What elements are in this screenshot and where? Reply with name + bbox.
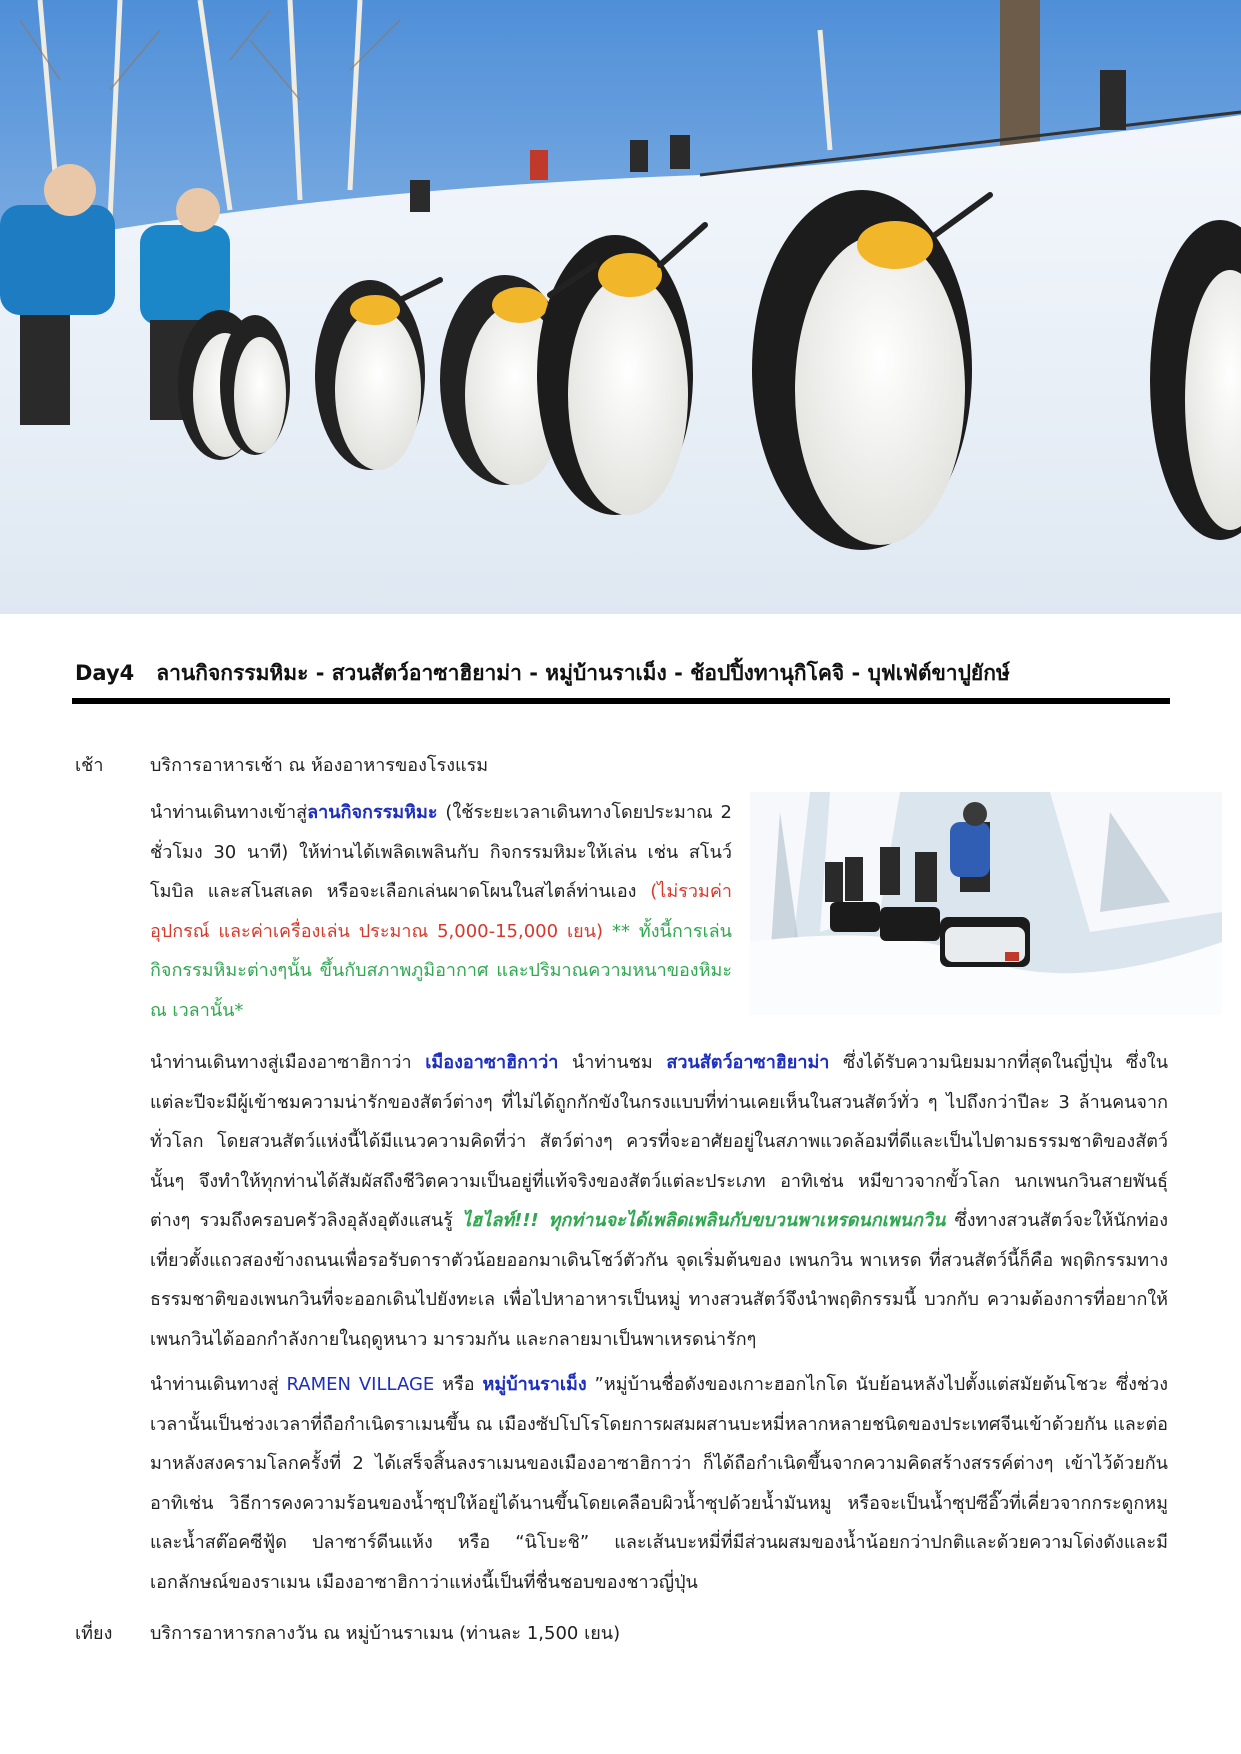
ramen-intro: นำท่านเดินทางสู่ — [150, 1374, 287, 1395]
ramen-name-th: หมู่บ้านราเม็ง — [482, 1374, 587, 1395]
snowmobile-image — [750, 792, 1222, 1015]
zoo-highlight: ไฮไลท์!!! ทุกท่านจะได้เพลิดเพลินกับขบวนพาเหรดนกเพนกวิน — [462, 1210, 946, 1231]
hero-penguin-image — [0, 0, 1241, 614]
ramen-paragraph — [150, 1365, 1168, 1602]
lunch-label: เที่ยง — [75, 1623, 113, 1644]
day-heading — [75, 657, 1170, 690]
snow-body: (ใช้ระยะเวลาเดินทางโดยประมาณ 2 ชั่วโมง 30 นาที) ให้ท่านได้เพลิดเพลินกับ กิจกรรมหิมะให้เล่น เช่น สโนว์โมบิล และสโนสเลด หรือจะเลือกเล่นผาดโผนในสไตล์ท่านเอง — [150, 802, 732, 902]
zoo-body2: ซึ่งทางสวนสัตว์จะให้นักท่องเที่ยวตั้งแถวสองข้างถนนเพื่อรอรับดาราตัวน้อยออกมาเดินโชว์ตัวกัน จุดเริ่มต้นของ เพนกวิน พาเหรด ที่สวนสัตว์นี้ก็คือ พฤติกรรมทางธรรมชาติของเพนกวินที่จะออกเดินไปยังทะเล เพื่อไปหาอาหารเป็นหมู่ ทางสวนสัตว์จึงนำพฤติกรรมนี้ บวกกับ ความต้องการที่อยากให้เพนกวินได้ออกกำลังกายในฤดูหนาว มารวมกัน และกลายมาเป็นพาเหรดน่ารักๆ — [150, 1210, 1168, 1350]
snow-intro: นำท่านเดินทางเข้าสู่ — [150, 802, 308, 823]
day-title: ลานกิจกรรมหิมะ - สวนสัตว์อาซาฮิยาม่า - หมู่บ้านราเม็ง - ช้อปปิ้งทานุกิโคจิ - บุฟเฟ่ต์ขาปูยักษ์ — [156, 661, 1010, 685]
breakfast-label: เช้า — [75, 755, 104, 776]
lunch-text: บริการอาหารกลางวัน ณ หมู่บ้านราเมน (ท่านละ 1,500 เยน) — [150, 1623, 621, 1644]
zoo-name: สวนสัตว์อาซาฮิยาม่า — [666, 1052, 830, 1073]
ramen-name-en: RAMEN VILLAGE — [286, 1374, 435, 1395]
snow-condition-note: ** ทั้งนี้การเล่นกิจกรรมหิมะต่างๆนั้น ขึ้นกับสภาพภูมิอากาศ และปริมาณความหนาของหิมะ ณ เวลานั้น* — [150, 920, 732, 1021]
zoo-intro: นำท่านเดินทางสู่เมืองอาซาฮิกาว่า — [150, 1052, 426, 1073]
ramen-body: ”หมู่บ้านชื่อดังของเกาะฮอกไกโด นับย้อนหลังไปตั้งแต่สมัยต้นโชวะ ซึ่งช่วงเวลานั้นเป็นช่วงเวลาที่ถือกำเนิดราเมนขึ้น ณ เมืองซัปโปโรโดยการผสมผสานบะหมี่หลากหลายชนิดของประเทศจีนเข้าด้วยกัน และต่อมาหลังสงครามโลกครั้งที่ 2 ได้เสร็จสิ้นลงราเมนของเมืองอาซาฮิกาว่า ก็ได้ถือกำเนิดขึ้นจากความคิดสร้างสรรค์ต่างๆ เข้าไว้ด้วยกัน อาทิเช่น วิธีการคงความร้อนของน้ำซุปให้อยู่ได้นานขึ้นโดยเคลือบผิวน้ำซุปด้วยน้ำมันหมู หรือจะเป็นน้ำซุปซีอิ๊วที่เคี่ยวจากกระดูกหมูและน้ำสต๊อคซีฟู้ด ปลาซาร์ดีนแห้ง หรือ “นิโบะชิ” และเส้นบะหมี่ที่มีส่วนผสมของน้ำน้อยกว่าปกติและด้วยความโด่งดังและมีเอกลักษณ์ของราเมน เมืองอาซาฮิกาว่าแห่งนี้เป็นที่ชื่นชอบของชาวญี่ปุ่น — [150, 1374, 1168, 1593]
heading-divider — [72, 698, 1170, 704]
breakfast-text: บริการอาหารเช้า ณ ห้องอาหารของโรงแรม — [150, 755, 489, 776]
zoo-paragraph — [150, 1043, 1168, 1359]
ramen-or: หรือ — [434, 1374, 483, 1395]
snowmobile-photo-icon — [750, 792, 1222, 1015]
snow-price-note: (ไม่รวมค่าอุปกรณ์ และค่าเครื่องเล่น ประมาณ 5,000-15,000 เยน) — [150, 881, 732, 942]
zoo-city-name: เมืองอาซาฮิกาว่า — [425, 1052, 559, 1073]
zoo-body: ซึ่งได้รับความนิยมมากที่สุดในญี่ปุ่น ซึ่งในแต่ละปีจะมีผู้เข้าชมความน่ารักของสัตว์ต่างๆ ที่ไม่ได้ถูกกักขังในกรงแบบที่ท่านเคยเห็นในสวนสัตว์ทั่ว ๆ ไปถึงกว่าปีละ 3 ล้านคนจากทั่วโลก โดยสวนสัตว์แห่งนี้ได้มีแนวความคิดที่ว่า สัตว์ต่างๆ ควรที่จะอาศัยอยู่ในสภาพแวดล้อมที่ดีและเป็นไปตามธรรมชาติของสัตว์นั้นๆ จึงทำให้ทุกท่านได้สัมผัสถึงชีวิตความเป็นอยู่ที่แท้จริงของสัตว์แต่ละประเภท อาทิเช่น หมีขาวจากขั้วโลก นกเพนกวินสายพันธุ์ต่างๆ รวมถึงครอบครัวลิงอุลังอุตังแสนรู้ — [150, 1052, 1169, 1231]
zoo-mid: นำท่านชม — [558, 1052, 667, 1073]
day-label: Day4 — [75, 661, 135, 685]
penguin-parade-photo-icon — [0, 0, 1241, 614]
snow-place-name: ลานกิจกรรมหิมะ — [307, 802, 438, 823]
snow-activity-paragraph — [150, 793, 732, 1030]
